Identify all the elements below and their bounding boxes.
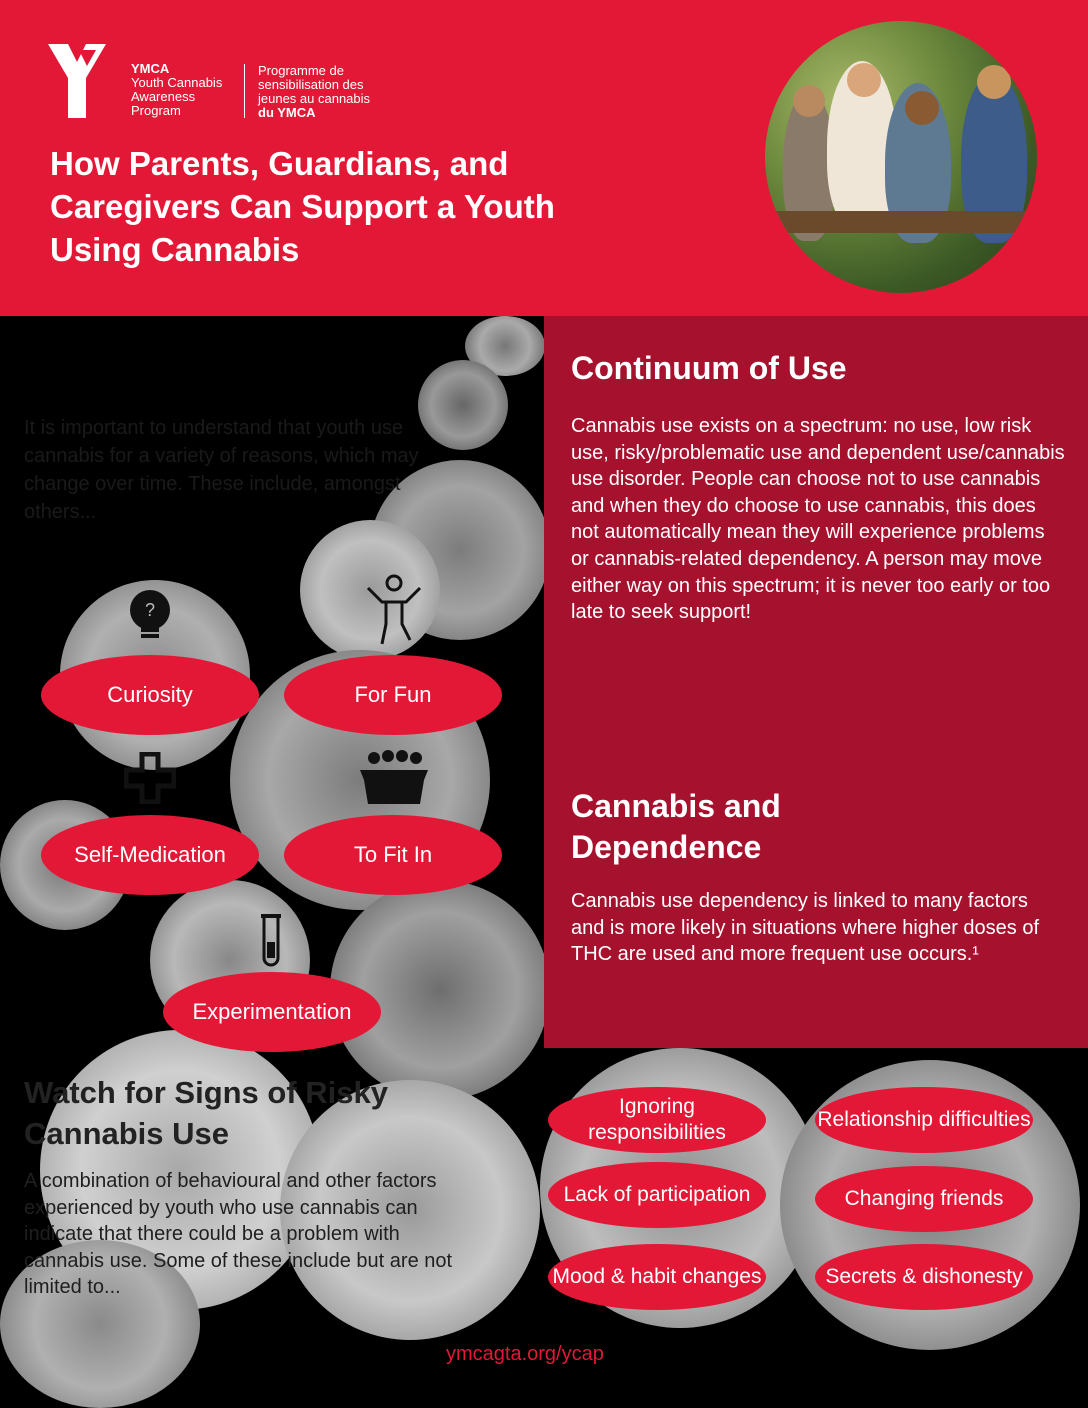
continuum-heading: Continuum of Use: [571, 350, 847, 386]
dependence-body: Cannabis use dependency is linked to many factors and is more likely in situations where higher doses of THC are used and more frequent use occurs.¹: [571, 890, 1040, 966]
dependence-heading: Cannabis and Dependence: [571, 788, 781, 865]
reason-curiosity: Curiosity: [41, 655, 259, 735]
watch-body: A combination of behavioural and other factors experienced by youth who use cannabis can indicate that there could be a problem with cannabis use. Some of these include but are not limited to...: [24, 1170, 453, 1299]
reason-experimentation: Experimentation: [163, 972, 381, 1052]
footer-url[interactable]: ymcagta.org/ycap: [446, 1343, 604, 1365]
info-panel: [544, 316, 1088, 1048]
test-tube-icon: [258, 912, 284, 970]
reasons-intro: It is important to understand that youth use cannabis for a variety of reasons, which may change over time. These include, amongst others...: [24, 417, 419, 523]
svg-text:?: ?: [144, 600, 156, 620]
reason-to-fit-in: To Fit In: [284, 815, 502, 895]
logo-divider: [244, 64, 245, 118]
ymca-logo-icon: [48, 44, 106, 118]
sign-lack-of-participation: Lack of participation: [548, 1162, 766, 1228]
person-jumping-icon: [364, 574, 424, 648]
sign-mood-habit-changes: Mood & habit changes: [548, 1244, 766, 1310]
sign-relationship-difficulties: Relationship difficulties: [815, 1087, 1033, 1153]
logo-text-english: YMCA Youth Cannabis Awareness Program: [131, 61, 223, 118]
sign-secrets-dishonesty: Secrets & dishonesty: [815, 1244, 1033, 1310]
reason-self-medication: Self-Medication: [41, 815, 259, 895]
logo-text-french: Programme de sensibilisation des jeunes au cannabis du YMCA: [258, 63, 371, 120]
sign-changing-friends: Changing friends: [815, 1166, 1033, 1232]
reason-for-fun: For Fun: [284, 655, 502, 735]
sign-ignoring-responsibilities: Ignoring responsibilities: [548, 1087, 766, 1153]
page-title: How Parents, Guardians, and Caregivers Can Support a Youth Using Cannabis: [50, 145, 555, 268]
continuum-body: Cannabis use exists on a spectrum: no use, low risk use, risky/problematic use and dependent use/cannabis use disorder. People can choose not to use cannabis and when they do choose to use cannabis, this does not automatically mean they will experience problems or cannabis-related dependency. A person may move either way on this spectrum; it is never too early or too late to seek support!: [571, 415, 1065, 624]
watch-heading: Watch for Signs of Risky Cannabis Use: [24, 1075, 389, 1151]
header-banner: [0, 0, 1088, 316]
medical-cross-icon: [124, 752, 176, 804]
lightbulb-icon: [124, 590, 176, 644]
family-photo: [765, 21, 1037, 293]
group-hug-icon: [358, 750, 430, 806]
